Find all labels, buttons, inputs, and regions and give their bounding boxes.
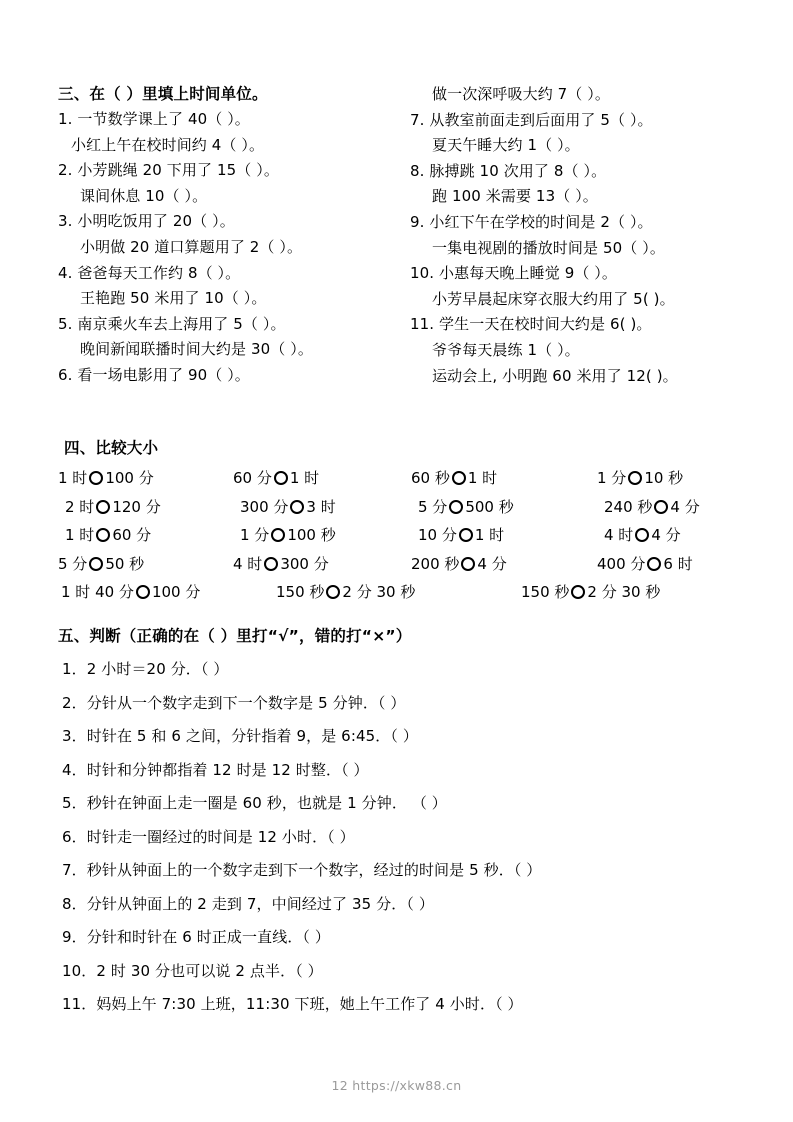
comparison-item — [411, 464, 597, 493]
comparison-left-value: 240 秒 — [604, 497, 653, 516]
judgement-item-4: 4．时针和分钟都指着 12 时是 12 时整．（ ） — [62, 760, 369, 779]
comparison-operator-circle[interactable] — [89, 471, 103, 485]
comparison-left-value: 2 时 — [65, 497, 95, 516]
section-three-right-items — [410, 82, 776, 389]
fill-blank-line-right-8: 小芳早晨起床穿衣服大约用了 5( )。 — [432, 289, 675, 308]
section-three-fill-time-units — [58, 82, 776, 389]
comparison-right-value: 120 分 — [112, 497, 161, 516]
comparison-right-value: 1 时 — [289, 469, 320, 487]
comparison-right-value: 2 分 30 秒 — [342, 583, 416, 601]
comparison-operator-circle[interactable] — [136, 585, 150, 599]
fill-blank-line-right-4: 跑 100 米需要 13（ ）。 — [432, 187, 598, 206]
judgement-item-11: 11．妈妈上午 7:30 上班，11:30 下班，她上午工作了 4 小时．（ ） — [62, 995, 523, 1013]
fill-blank-line-left-0: 1. 一节数学课上了 40（ ）。 — [58, 110, 250, 128]
fill-blank-line-right-7: 10. 小惠每天晚上睡觉 9（ ）。 — [410, 264, 618, 283]
fill-blank-line-left-9: 晚间新闻联播时间大约是 30（ ）。 — [80, 340, 313, 359]
fill-blank-line-left-3: 课间休息 10（ ）。 — [80, 186, 208, 205]
comparison-right-value: 1 时 — [467, 469, 498, 487]
comparison-operator-circle[interactable] — [635, 528, 649, 542]
section-three-left-items — [58, 107, 410, 389]
section-three-left-column — [58, 82, 410, 389]
comparison-right-value: 3 时 — [306, 497, 336, 516]
comparison-left-value: 1 时 40 分 — [61, 583, 134, 601]
fill-blank-line-left-6: 4. 爸爸每天工作约 8（ ）。 — [58, 263, 241, 282]
comparison-left-value: 1 时 — [58, 469, 88, 487]
fill-blank-line-left-5: 小明做 20 道口算题用了 2（ ）。 — [80, 237, 303, 256]
comparison-right-value: 50 秒 — [105, 554, 145, 573]
judgement-item-10: 10．2 时 30 分也可以说 2 点半．（ ） — [62, 961, 323, 980]
comparison-operator-circle[interactable] — [461, 557, 475, 571]
fill-blank-line-left-1: 小红上午在校时间约 4（ ）。 — [71, 135, 265, 154]
comparison-left-value: 5 分 — [418, 497, 448, 516]
fill-blank-line-right-2: 夏天午睡大约 1（ ）。 — [432, 136, 580, 155]
comparison-left-value: 1 分 — [240, 526, 270, 544]
comparison-item — [276, 578, 521, 607]
fill-blank-line-left-8: 5. 南京乘火车去上海用了 5（ ）。 — [58, 314, 286, 333]
comparison-right-value: 10 秒 — [644, 469, 684, 487]
comparison-left-value: 4 时 — [233, 554, 263, 573]
fill-blank-line-right-10: 爷爷每天晨练 1（ ）。 — [432, 340, 580, 359]
comparison-right-value: 100 分 — [105, 469, 154, 487]
comparison-operator-circle[interactable] — [96, 500, 110, 514]
fill-blank-line-left-2: 2. 小芳跳绳 20 下用了 15（ ）。 — [58, 161, 279, 180]
comparison-right-value: 4 分 — [477, 554, 507, 573]
judgement-item-2: 2．分针从一个数字走到下一个数字是 5 分钟．（ ） — [62, 693, 406, 712]
footer-watermark: 12 https://xkw88.cn — [331, 1078, 462, 1093]
comparison-right-value: 4 分 — [670, 497, 700, 516]
comparison-item — [597, 550, 776, 579]
judgement-item-9: 9．分针和时针在 6 时正成一直线．（ ） — [62, 928, 330, 946]
section-five-true-false — [58, 624, 776, 1022]
comparison-item — [418, 521, 604, 550]
fill-blank-line-right-3: 8. 脉搏跳 10 次用了 8（ ）。 — [410, 161, 607, 180]
section-five-items — [58, 653, 776, 1022]
comparison-item — [604, 521, 783, 550]
comparison-item — [521, 578, 766, 607]
comparison-item — [597, 464, 776, 493]
comparison-item — [233, 550, 411, 579]
section-three-heading: 三、在（ ）里填上时间单位。 — [58, 85, 268, 103]
comparison-left-value: 1 分 — [597, 469, 627, 487]
judgement-item-8: 8．分针从钟面上的 2 走到 7，中间经过了 35 分．（ ） — [62, 894, 434, 913]
comparison-left-value: 150 秒 — [521, 583, 570, 601]
comparison-item — [418, 493, 604, 522]
comparison-operator-circle[interactable] — [264, 557, 278, 571]
comparison-row — [58, 493, 776, 522]
comparison-operator-circle[interactable] — [449, 500, 463, 514]
judgement-item-1: 1．2 小时＝20 分．（ ） — [62, 660, 229, 678]
comparison-left-value: 4 时 — [604, 526, 634, 544]
comparison-right-value: 4 分 — [651, 526, 681, 544]
comparison-right-value: 100 分 — [151, 583, 201, 601]
comparison-operator-circle[interactable] — [96, 528, 110, 542]
judgement-item-6: 6．时针走一圈经过的时间是 12 小时．（ ） — [62, 827, 355, 846]
comparison-operator-circle[interactable] — [89, 557, 103, 571]
comparison-grid — [58, 464, 776, 607]
comparison-left-value: 10 分 — [418, 526, 457, 544]
comparison-operator-circle[interactable] — [274, 471, 288, 485]
comparison-item — [58, 550, 233, 579]
comparison-right-value: 1 时 — [474, 526, 505, 544]
comparison-item — [65, 493, 240, 522]
comparison-right-value: 300 分 — [280, 554, 329, 573]
comparison-operator-circle[interactable] — [571, 585, 585, 599]
judgement-item-3: 3．时针在 5 和 6 之间，分针指着 9，是 6:45．（ ） — [62, 727, 418, 745]
judgement-item-7: 7．秒针从钟面上的一个数字走到下一个数字，经过的时间是 5 秒．（ ） — [62, 861, 542, 879]
comparison-left-value: 60 秒 — [411, 469, 450, 487]
comparison-left-value: 300 分 — [240, 497, 289, 516]
comparison-operator-circle[interactable] — [271, 528, 285, 542]
comparison-operator-circle[interactable] — [459, 528, 473, 542]
section-four-compare-sizes — [58, 436, 776, 607]
comparison-row — [58, 550, 776, 579]
fill-blank-line-right-9: 11. 学生一天在校时间大约是 6( )。 — [410, 315, 652, 334]
comparison-operator-circle[interactable] — [647, 557, 661, 571]
comparison-operator-circle[interactable] — [326, 585, 340, 599]
comparison-right-value: 500 秒 — [465, 497, 514, 516]
fill-blank-line-left-10: 6. 看一场电影用了 90（ ）。 — [58, 365, 250, 384]
comparison-item — [240, 493, 418, 522]
comparison-item — [58, 464, 233, 493]
comparison-operator-circle[interactable] — [628, 471, 642, 485]
comparison-item — [411, 550, 597, 579]
comparison-left-value: 200 秒 — [411, 554, 460, 573]
comparison-item — [233, 464, 411, 493]
fill-blank-line-right-5: 9. 小红下午在学校的时间是 2（ ）。 — [410, 212, 653, 231]
comparison-operator-circle[interactable] — [654, 500, 668, 514]
comparison-item — [240, 521, 418, 550]
comparison-item — [65, 521, 240, 550]
comparison-left-value: 1 时 — [65, 526, 95, 544]
section-three-right-column — [410, 82, 776, 389]
section-four-heading: 四、比较大小 — [64, 439, 159, 457]
judgement-item-5: 5．秒针在钟面上走一圈是 60 秒，也就是 1 分钟． （ ） — [62, 794, 447, 812]
comparison-left-value: 60 分 — [233, 469, 272, 487]
fill-blank-line-right-1: 7. 从教室前面走到后面用了 5（ ）。 — [410, 110, 653, 129]
comparison-left-value: 5 分 — [58, 554, 88, 573]
fill-blank-line-right-0: 做一次深呼吸大约 7（ ）。 — [432, 85, 610, 103]
section-five-heading: 五、判断（正确的在（ ）里打“√”，错的打“×”） — [58, 627, 412, 645]
fill-blank-line-left-7: 王艳跑 50 米用了 10（ ）。 — [80, 289, 267, 308]
comparison-operator-circle[interactable] — [452, 471, 466, 485]
comparison-right-value: 2 分 30 秒 — [587, 583, 661, 601]
comparison-row — [58, 464, 776, 493]
comparison-row — [58, 578, 776, 607]
comparison-left-value: 400 分 — [597, 554, 646, 573]
comparison-row — [58, 521, 776, 550]
section-three-columns — [58, 82, 776, 389]
comparison-operator-circle[interactable] — [290, 500, 304, 514]
comparison-right-value: 60 分 — [112, 526, 152, 544]
fill-blank-line-left-4: 3. 小明吃饭用了 20（ ）。 — [58, 212, 235, 231]
comparison-item — [61, 578, 276, 607]
comparison-item — [604, 493, 783, 522]
fill-blank-line-right-11: 运动会上, 小明跑 60 米用了 12( )。 — [432, 366, 678, 385]
fill-blank-line-right-6: 一集电视剧的播放时间是 50（ ）。 — [432, 238, 665, 257]
comparison-right-value: 6 时 — [663, 554, 693, 573]
comparison-right-value: 100 秒 — [287, 526, 336, 544]
comparison-left-value: 150 秒 — [276, 583, 325, 601]
